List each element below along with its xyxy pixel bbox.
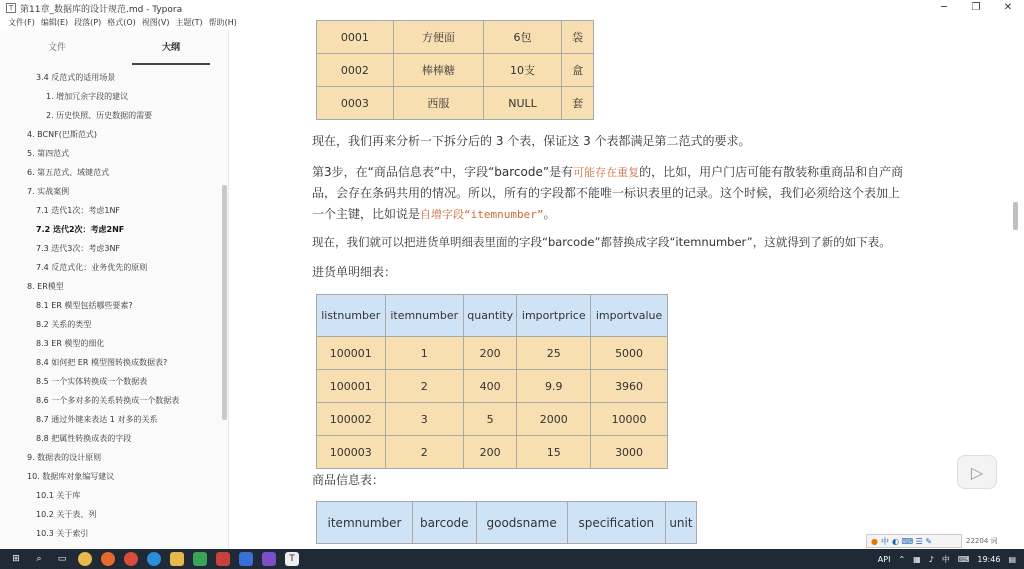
table-cell: 6包 bbox=[483, 21, 561, 54]
caption-goods-table: 商品信息表： bbox=[312, 473, 385, 487]
column-header: quantity bbox=[463, 295, 516, 337]
word-count[interactable]: 22204 词 bbox=[966, 537, 998, 545]
title-bar bbox=[0, 0, 1024, 16]
outline-item[interactable]: 8.3 ER 模型的细化 bbox=[36, 339, 105, 348]
edge-icon[interactable] bbox=[147, 552, 161, 566]
typora-app-icon: T bbox=[6, 3, 16, 13]
outline-list bbox=[0, 68, 220, 540]
caption-detail-table: 进货单明细表： bbox=[312, 265, 397, 279]
editor-scrollbar[interactable] bbox=[1013, 202, 1018, 230]
window-title: 第11章_数据库的设计规范.md - Typora bbox=[20, 4, 183, 15]
outline-item[interactable]: 8.2 关系的类型 bbox=[36, 320, 92, 329]
table-cell: 西服 bbox=[393, 87, 483, 120]
tray-language-label[interactable]: 中 bbox=[941, 554, 950, 564]
outline-item[interactable]: 2. 历史快照、历史数据的需要 bbox=[46, 111, 153, 120]
chrome-alt-icon[interactable] bbox=[124, 552, 138, 566]
table-row bbox=[317, 87, 594, 120]
outline-item[interactable]: 10. 数据库对象编写建议 bbox=[27, 472, 115, 481]
table-cell: 袋 bbox=[562, 21, 594, 54]
table-cell: 9.9 bbox=[517, 370, 591, 403]
outline-item[interactable]: 7.1 迭代1次：考虑1NF bbox=[36, 206, 121, 215]
table-row bbox=[317, 21, 594, 54]
table-cell: 3 bbox=[385, 403, 463, 436]
column-header: barcode bbox=[413, 502, 477, 544]
menu-view[interactable]: 视图(V) bbox=[141, 18, 170, 27]
table-cell: 2 bbox=[385, 370, 463, 403]
purchase-detail-table bbox=[316, 294, 668, 469]
outline-item[interactable]: 7.3 迭代3次：考虑3NF bbox=[36, 244, 121, 253]
text-run: 一个主键，比如说是 bbox=[312, 207, 421, 221]
taskbar bbox=[0, 549, 1024, 569]
maximize-button[interactable]: ❐ bbox=[971, 2, 981, 13]
ime-tools-icon[interactable]: ◐ ⌨ ☰ ✎ bbox=[891, 536, 933, 546]
table-cell: 0002 bbox=[317, 54, 394, 87]
table-row bbox=[317, 436, 668, 469]
column-header: importvalue bbox=[591, 295, 668, 337]
menu-bar bbox=[0, 16, 243, 30]
outline-item[interactable]: 3.4 反范式的适用场景 bbox=[36, 73, 116, 82]
outline-item[interactable]: 8.7 通过外键来表达 1 对多的关系 bbox=[36, 415, 158, 424]
menu-theme[interactable]: 主题(T) bbox=[175, 18, 203, 27]
table-cell: 3960 bbox=[591, 370, 668, 403]
table-cell: 10支 bbox=[483, 54, 561, 87]
outline-item[interactable]: 8.8 把属性转换成表的字段 bbox=[36, 434, 132, 443]
outline-item[interactable]: 10.1 关于库 bbox=[36, 491, 81, 500]
paragraph-intro: 现在，我们再来分析一下拆分后的 3 个表，保证这 3 个表都满足第二范式的要求。 bbox=[312, 134, 751, 148]
menu-paragraph[interactable]: 段落(P) bbox=[74, 18, 102, 27]
firefox-icon[interactable] bbox=[101, 552, 115, 566]
text-run: 品，会存在条码共用的情况。所以，所有的字段都不能唯一标识表里的记录。这个时候，我们必须给这个表加上 bbox=[312, 186, 901, 200]
table-cell: 2000 bbox=[517, 403, 591, 436]
table-cell: 100001 bbox=[317, 370, 386, 403]
app-green-icon[interactable] bbox=[193, 552, 207, 566]
table-cell: 棒棒糖 bbox=[393, 54, 483, 87]
menu-format[interactable]: 格式(O) bbox=[107, 18, 136, 27]
column-header: itemnumber bbox=[317, 502, 413, 544]
table-cell: 200 bbox=[463, 436, 516, 469]
sidebar-scrollbar[interactable] bbox=[222, 185, 227, 420]
menu-help[interactable]: 帮助(H) bbox=[208, 18, 237, 27]
menu-file[interactable]: 文件(F) bbox=[8, 18, 35, 27]
outline-item[interactable]: 7.4 反范式化：业务优先的原则 bbox=[36, 263, 148, 272]
editor-content[interactable] bbox=[230, 16, 1024, 549]
product-table-top bbox=[316, 20, 594, 120]
file-explorer-icon[interactable] bbox=[170, 552, 184, 566]
table-cell: 套 bbox=[562, 87, 594, 120]
table-cell: 400 bbox=[463, 370, 516, 403]
table-cell: 25 bbox=[517, 337, 591, 370]
tray-api-label[interactable]: API bbox=[877, 554, 891, 564]
highlight-text: 自增字段“itemnumber” bbox=[420, 208, 544, 221]
column-header: unit bbox=[665, 502, 696, 544]
table-cell: 3000 bbox=[591, 436, 668, 469]
column-header: itemnumber bbox=[385, 295, 463, 337]
outline-item[interactable]: 1. 增加冗余字段的建议 bbox=[46, 92, 129, 101]
outline-item[interactable]: 8.5 一个实体转换成一个数据表 bbox=[36, 377, 148, 386]
table-cell: 2 bbox=[385, 436, 463, 469]
play-icon[interactable]: ▷ bbox=[957, 455, 997, 489]
chrome-icon[interactable] bbox=[78, 552, 92, 566]
table-cell: 100003 bbox=[317, 436, 386, 469]
table-row bbox=[317, 337, 668, 370]
table-cell: NULL bbox=[483, 87, 561, 120]
windows-start-icon[interactable]: ⊞ bbox=[12, 554, 20, 564]
minimize-button[interactable]: ─ bbox=[940, 2, 948, 13]
ime-logo-icon: ● bbox=[871, 536, 878, 546]
outline-item[interactable]: 10.3 关于索引 bbox=[36, 529, 89, 538]
table-cell: 1 bbox=[385, 337, 463, 370]
task-view-icon[interactable]: ▭ bbox=[57, 554, 67, 564]
table-row bbox=[317, 370, 668, 403]
table-row bbox=[317, 403, 668, 436]
outline-item[interactable]: 7. 实战案例 bbox=[27, 187, 70, 196]
table-cell: 100002 bbox=[317, 403, 386, 436]
paragraph-replace: 现在，我们就可以把进货单明细表里面的字段“barcode”都替换成字段“itemnumber”，这就得到了新的如下表。 bbox=[312, 235, 891, 249]
text-run: 第3步，在“商品信息表”中，字段“barcode”是有 bbox=[312, 165, 574, 179]
text-run: 。 bbox=[543, 207, 556, 221]
outline-item[interactable]: 8.1 ER 模型包括哪些要素? bbox=[36, 301, 133, 310]
outline-item[interactable]: 8.4 如何把 ER 模型图转换成数据表? bbox=[36, 358, 168, 367]
ime-language-label[interactable]: 中 bbox=[880, 536, 889, 546]
notification-icon[interactable]: ▤ bbox=[1008, 554, 1016, 564]
outline-item[interactable]: 6. 第五范式、域键范式 bbox=[27, 168, 110, 177]
table-row bbox=[317, 54, 594, 87]
outline-item[interactable]: 9. 数据表的设计原则 bbox=[27, 453, 102, 462]
outline-item[interactable]: 5. 第四范式 bbox=[27, 149, 70, 158]
app-purple-icon[interactable] bbox=[262, 552, 276, 566]
outline-item[interactable]: 4. BCNF(巴斯范式) bbox=[27, 130, 97, 139]
search-icon[interactable]: ⌕ bbox=[36, 554, 42, 564]
table-cell: 15 bbox=[517, 436, 591, 469]
tray-volume-icon[interactable]: ♪ bbox=[928, 554, 934, 564]
table-header-row bbox=[317, 502, 697, 544]
table-cell: 200 bbox=[463, 337, 516, 370]
outline-item-active[interactable]: 7.2 迭代2次：考虑2NF bbox=[36, 225, 125, 234]
paragraph-step3 bbox=[312, 162, 952, 225]
goods-info-table bbox=[316, 501, 697, 544]
table-cell: 10000 bbox=[591, 403, 668, 436]
table-cell: 方便面 bbox=[393, 21, 483, 54]
app-red-icon[interactable] bbox=[216, 552, 230, 566]
outline-item[interactable]: 10.2 关于表、列 bbox=[36, 510, 97, 519]
tab-files[interactable]: 文件 bbox=[47, 42, 66, 53]
highlight-text: 可能存在重复 bbox=[573, 166, 640, 179]
table-cell: 0003 bbox=[317, 87, 394, 120]
tab-outline[interactable]: 大纲 bbox=[148, 34, 194, 59]
tray-input-icon[interactable]: ⌨ bbox=[957, 554, 970, 564]
text-run: 的，比如，用户门店可能有散装称重商品和自产商 bbox=[639, 165, 904, 179]
table-cell: 0001 bbox=[317, 21, 394, 54]
clock[interactable]: 19:46 bbox=[977, 554, 1001, 564]
table-cell: 5000 bbox=[591, 337, 668, 370]
tray-network-icon[interactable]: ▦ bbox=[913, 554, 921, 564]
sidebar bbox=[0, 30, 229, 549]
sidebar-tabs bbox=[0, 30, 228, 62]
ime-toolbar[interactable] bbox=[866, 534, 962, 548]
menu-edit[interactable]: 编辑(E) bbox=[40, 18, 69, 27]
table-cell: 100001 bbox=[317, 337, 386, 370]
typora-taskbar-icon[interactable]: T bbox=[285, 552, 299, 566]
column-header: listnumber bbox=[317, 295, 386, 337]
table-cell: 5 bbox=[463, 403, 516, 436]
outline-item[interactable]: 8.6 一个多对多的关系转换成一个数据表 bbox=[36, 396, 180, 405]
close-button[interactable]: ✕ bbox=[1003, 2, 1013, 13]
column-header: goodsname bbox=[476, 502, 567, 544]
column-header: importprice bbox=[517, 295, 591, 337]
outline-item[interactable]: 8. ER模型 bbox=[27, 282, 64, 291]
table-cell: 盒 bbox=[562, 54, 594, 87]
column-header: specification bbox=[567, 502, 665, 544]
table-header-row bbox=[317, 295, 668, 337]
system-tray bbox=[878, 549, 1024, 569]
tray-chevron-icon[interactable]: ⌃ bbox=[898, 554, 906, 564]
app-blue-icon[interactable] bbox=[239, 552, 253, 566]
